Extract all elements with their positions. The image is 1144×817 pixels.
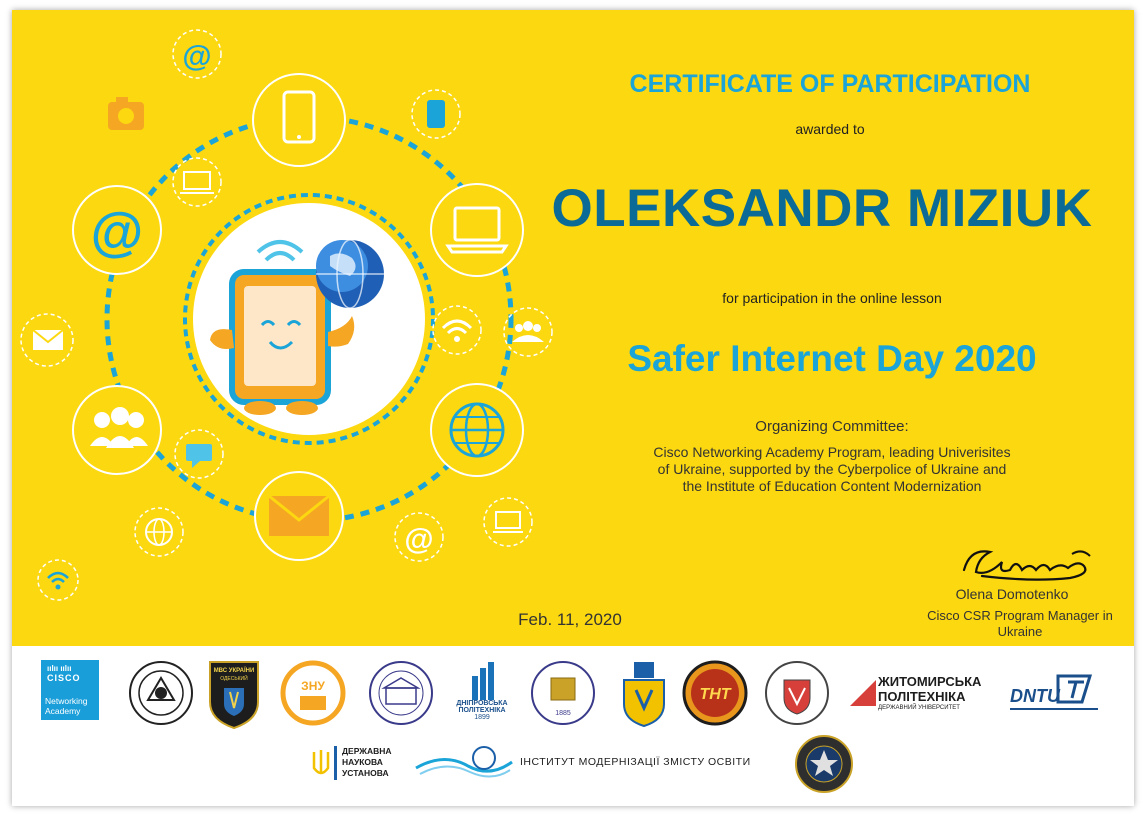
svg-text:@: @ bbox=[404, 523, 434, 556]
zhytomyr-arrow-icon bbox=[848, 676, 878, 710]
dnipro-polytechnic-logo bbox=[450, 662, 514, 728]
organizing-committee-title: Organizing Committee: bbox=[755, 418, 909, 435]
awarded-to-label: awarded to bbox=[795, 121, 865, 137]
tnt-university-logo bbox=[682, 660, 748, 726]
cisco-line: Networking bbox=[45, 696, 88, 706]
globe-icon bbox=[431, 384, 523, 476]
dntu-text: DNTU bbox=[1010, 686, 1060, 706]
svg-text:@: @ bbox=[90, 202, 144, 262]
small-at-icon-top bbox=[173, 30, 221, 78]
khpi-year: 1885 bbox=[555, 710, 571, 717]
certificate bbox=[12, 10, 1134, 806]
state-line: ДЕРЖАВНА bbox=[342, 746, 392, 756]
small-monitor-icon bbox=[484, 498, 532, 546]
svg-text:@: @ bbox=[182, 40, 212, 73]
signer-name: Olena Domotenko bbox=[955, 586, 1069, 602]
cisco-line: Academy bbox=[45, 706, 81, 716]
znu-university-logo bbox=[280, 660, 346, 726]
coat-of-arms-logo bbox=[616, 660, 672, 730]
envelope-icon bbox=[255, 472, 343, 560]
participation-text: for participation in the online lesson bbox=[722, 290, 942, 306]
mail-icon bbox=[21, 314, 73, 366]
ntu-building-seal-logo bbox=[368, 660, 434, 726]
cyberpolice-seal-logo bbox=[794, 734, 854, 794]
mvs-subtitle: ОДЕСЬКИЙ bbox=[220, 676, 248, 682]
institute-wave-logo bbox=[414, 744, 514, 784]
dnipro-line: ДНІПРОВСЬКА bbox=[456, 700, 508, 707]
tnt-text: ТНТ bbox=[699, 686, 731, 703]
cisco-brand-text: CISCO bbox=[47, 673, 81, 683]
state-line: УСТАНОВА bbox=[342, 768, 389, 778]
wifi-icon bbox=[433, 306, 481, 354]
signer-role bbox=[912, 608, 1128, 640]
state-line: НАУКОВА bbox=[342, 757, 383, 767]
institute-name: ІНСТИТУТ МОДЕРНІЗАЦІЇ ЗМІСТУ ОСВІТИ bbox=[520, 756, 751, 768]
mvs-shield-logo bbox=[206, 658, 262, 730]
svg-text:ЗНУ: ЗНУ bbox=[301, 679, 325, 693]
small-wifi-icon bbox=[38, 560, 78, 600]
small-at-icon-bottom bbox=[395, 513, 443, 561]
organizing-line: Cisco Networking Academy Program, leading Univerisites bbox=[653, 444, 1011, 460]
recipient-name: OLEKSANDR MIZIUK bbox=[551, 179, 1093, 238]
phone-icon bbox=[253, 74, 345, 166]
organizing-line: of Ukraine, supported by the Cyberpolice of Ukraine and bbox=[657, 461, 1007, 477]
partner-logos bbox=[12, 646, 1134, 806]
university-seal-logo bbox=[128, 660, 194, 726]
certificate-title: CERTIFICATE OF PARTICIPATION bbox=[629, 70, 1031, 98]
dnipro-year: 1899 bbox=[474, 714, 490, 721]
small-users-icon bbox=[504, 308, 552, 356]
cisco-networking-academy-logo: ıılıı ıılıı CISCO Networking Academy bbox=[41, 660, 99, 720]
tablet-icon bbox=[412, 90, 460, 138]
mvs-title: МВС УКРАЇНИ bbox=[213, 668, 255, 674]
zhytomyr-polytechnic-logo bbox=[848, 674, 992, 720]
trident-icon bbox=[312, 748, 330, 778]
organizing-line: the Institute of Education Content Modernization bbox=[682, 478, 982, 494]
signer-role-line: Ukraine bbox=[997, 624, 1043, 639]
certificate-date: Feb. 11, 2020 bbox=[518, 610, 622, 629]
state-research-institution-logo bbox=[312, 746, 412, 782]
signer-role-line: Cisco CSR Program Manager in bbox=[927, 608, 1113, 623]
dnipro-line: ПОЛІТЕХНІКА bbox=[458, 707, 506, 714]
camera-icon bbox=[108, 97, 144, 130]
khpi-university-logo bbox=[530, 660, 596, 726]
organizing-committee-text bbox=[612, 444, 1052, 495]
small-globe-icon bbox=[135, 508, 183, 556]
handwritten-signature bbox=[952, 540, 1102, 590]
zhytomyr-line: ПОЛІТЕХНІКА bbox=[878, 689, 966, 704]
at-sign-icon bbox=[73, 186, 161, 274]
small-laptop-icon bbox=[173, 158, 221, 206]
zhytomyr-subtitle: ДЕРЖАВНИЙ УНІВЕРСИТЕТ bbox=[878, 705, 960, 711]
users-icon bbox=[73, 386, 161, 474]
internet-icons-illustration bbox=[12, 10, 632, 646]
chat-icon bbox=[175, 430, 223, 478]
dntu-logo bbox=[1010, 672, 1098, 716]
event-title: Safer Internet Day 2020 bbox=[627, 338, 1037, 379]
laptop-icon bbox=[431, 184, 523, 276]
university-shield-seal-logo bbox=[764, 660, 830, 726]
zhytomyr-line: ЖИТОМИРСЬКА bbox=[878, 674, 982, 689]
dntu-mark-icon bbox=[1054, 672, 1094, 706]
